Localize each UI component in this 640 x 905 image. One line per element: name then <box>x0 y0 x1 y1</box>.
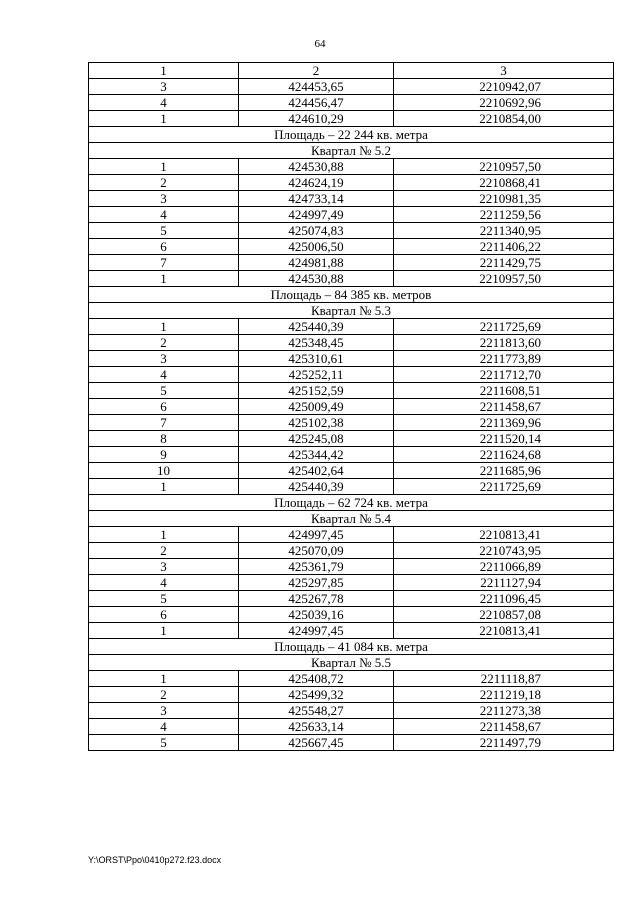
table-row <box>89 447 614 463</box>
point-number: 4 <box>89 207 239 223</box>
table-row <box>89 191 614 207</box>
table-row <box>89 223 614 239</box>
x-coordinate: 425633,14 <box>239 719 394 735</box>
y-coordinate: 2211127,94 <box>394 575 614 591</box>
point-number: 3 <box>89 559 239 575</box>
x-coordinate: 425006,50 <box>239 239 394 255</box>
y-coordinate: 2210813,41 <box>394 527 614 543</box>
x-coordinate: 425440,39 <box>239 319 394 335</box>
header-col-3: 3 <box>394 63 614 79</box>
y-coordinate: 2210942,07 <box>394 79 614 95</box>
area-row <box>89 639 614 655</box>
x-coordinate: 424981,88 <box>239 255 394 271</box>
table-row <box>89 543 614 559</box>
point-number: 10 <box>89 463 239 479</box>
table-row <box>89 95 614 111</box>
table-row <box>89 703 614 719</box>
x-coordinate: 424456,47 <box>239 95 394 111</box>
x-coordinate: 424530,88 <box>239 159 394 175</box>
y-coordinate: 2211118,87 <box>394 671 614 687</box>
x-coordinate: 425152,59 <box>239 383 394 399</box>
table-row <box>89 335 614 351</box>
point-number: 7 <box>89 255 239 271</box>
point-number: 1 <box>89 527 239 543</box>
y-coordinate: 2211458,67 <box>394 399 614 415</box>
point-number: 3 <box>89 703 239 719</box>
table-row <box>89 479 614 495</box>
x-coordinate: 425548,27 <box>239 703 394 719</box>
area-total: Площадь – 84 385 кв. метров <box>89 287 614 303</box>
table-row <box>89 79 614 95</box>
y-coordinate: 2210957,50 <box>394 271 614 287</box>
point-number: 8 <box>89 431 239 447</box>
y-coordinate: 2210981,35 <box>394 191 614 207</box>
y-coordinate: 2211725,69 <box>394 479 614 495</box>
table-header-row <box>89 63 614 79</box>
table-row <box>89 255 614 271</box>
x-coordinate: 425348,45 <box>239 335 394 351</box>
y-coordinate: 2211813,60 <box>394 335 614 351</box>
x-coordinate: 424610,29 <box>239 111 394 127</box>
point-number: 1 <box>89 671 239 687</box>
point-number: 1 <box>89 159 239 175</box>
table-row <box>89 687 614 703</box>
quarter-heading: Квартал № 5.4 <box>89 511 614 527</box>
table-row <box>89 383 614 399</box>
section-heading-row <box>89 143 614 159</box>
table-row <box>89 735 614 751</box>
x-coordinate: 425361,79 <box>239 559 394 575</box>
point-number: 3 <box>89 191 239 207</box>
x-coordinate: 425297,85 <box>239 575 394 591</box>
y-coordinate: 2211497,79 <box>394 735 614 751</box>
y-coordinate: 2211773,89 <box>394 351 614 367</box>
table-row <box>89 111 614 127</box>
y-coordinate: 2211096,45 <box>394 591 614 607</box>
point-number: 4 <box>89 95 239 111</box>
table-row <box>89 607 614 623</box>
table-row <box>89 367 614 383</box>
page-number: 64 <box>314 38 326 50</box>
table-row <box>89 431 614 447</box>
table-row <box>89 415 614 431</box>
quarter-heading: Квартал № 5.5 <box>89 655 614 671</box>
table-row <box>89 559 614 575</box>
table-row <box>89 575 614 591</box>
point-number: 2 <box>89 543 239 559</box>
y-coordinate: 2211340,95 <box>394 223 614 239</box>
table-row <box>89 671 614 687</box>
table-row <box>89 591 614 607</box>
quarter-heading: Квартал № 5.2 <box>89 143 614 159</box>
point-number: 6 <box>89 607 239 623</box>
point-number: 1 <box>89 479 239 495</box>
table-row <box>89 207 614 223</box>
y-coordinate: 2210743,95 <box>394 543 614 559</box>
x-coordinate: 424997,49 <box>239 207 394 223</box>
y-coordinate: 2211273,38 <box>394 703 614 719</box>
y-coordinate: 2211458,67 <box>394 719 614 735</box>
point-number: 2 <box>89 687 239 703</box>
y-coordinate: 2211369,96 <box>394 415 614 431</box>
table-row <box>89 463 614 479</box>
point-number: 4 <box>89 367 239 383</box>
x-coordinate: 425267,78 <box>239 591 394 607</box>
point-number: 5 <box>89 383 239 399</box>
section-heading-row <box>89 655 614 671</box>
point-number: 4 <box>89 719 239 735</box>
point-number: 6 <box>89 399 239 415</box>
x-coordinate: 424733,14 <box>239 191 394 207</box>
x-coordinate: 425074,83 <box>239 223 394 239</box>
coordinates-table <box>88 62 614 751</box>
y-coordinate: 2211685,96 <box>394 463 614 479</box>
table-row <box>89 351 614 367</box>
y-coordinate: 2210857,08 <box>394 607 614 623</box>
x-coordinate: 425070,09 <box>239 543 394 559</box>
x-coordinate: 424997,45 <box>239 527 394 543</box>
x-coordinate: 425499,32 <box>239 687 394 703</box>
area-total: Площадь – 41 084 кв. метра <box>89 639 614 655</box>
y-coordinate: 2211608,51 <box>394 383 614 399</box>
y-coordinate: 2211406,22 <box>394 239 614 255</box>
header-col-1: 1 <box>89 63 239 79</box>
table-row <box>89 239 614 255</box>
x-coordinate: 425402,64 <box>239 463 394 479</box>
point-number: 1 <box>89 319 239 335</box>
area-row <box>89 287 614 303</box>
section-heading-row <box>89 303 614 319</box>
y-coordinate: 2210957,50 <box>394 159 614 175</box>
point-number: 6 <box>89 239 239 255</box>
table-row <box>89 719 614 735</box>
table-row <box>89 159 614 175</box>
point-number: 1 <box>89 623 239 639</box>
table-row <box>89 319 614 335</box>
point-number: 3 <box>89 351 239 367</box>
quarter-heading: Квартал № 5.3 <box>89 303 614 319</box>
area-row <box>89 127 614 143</box>
x-coordinate: 425009,49 <box>239 399 394 415</box>
point-number: 5 <box>89 223 239 239</box>
table-row <box>89 399 614 415</box>
point-number: 2 <box>89 175 239 191</box>
x-coordinate: 425245,08 <box>239 431 394 447</box>
area-total: Площадь – 22 244 кв. метра <box>89 127 614 143</box>
x-coordinate: 425102,38 <box>239 415 394 431</box>
point-number: 9 <box>89 447 239 463</box>
y-coordinate: 2211725,69 <box>394 319 614 335</box>
area-row <box>89 495 614 511</box>
y-coordinate: 2211429,75 <box>394 255 614 271</box>
y-coordinate: 2211624,68 <box>394 447 614 463</box>
y-coordinate: 2211712,70 <box>394 367 614 383</box>
y-coordinate: 2211066,89 <box>394 559 614 575</box>
point-number: 5 <box>89 591 239 607</box>
file-path-footer: Y:\ORST\Ppo\0410p272.f23.docx <box>88 855 222 865</box>
table-row <box>89 623 614 639</box>
y-coordinate: 2211219,18 <box>394 687 614 703</box>
section-heading-row <box>89 511 614 527</box>
point-number: 5 <box>89 735 239 751</box>
table-row <box>89 175 614 191</box>
y-coordinate: 2210854,00 <box>394 111 614 127</box>
point-number: 1 <box>89 271 239 287</box>
x-coordinate: 425252,11 <box>239 367 394 383</box>
header-col-2: 2 <box>239 63 394 79</box>
x-coordinate: 424997,45 <box>239 623 394 639</box>
y-coordinate: 2211520,14 <box>394 431 614 447</box>
x-coordinate: 425408,72 <box>239 671 394 687</box>
y-coordinate: 2210813,41 <box>394 623 614 639</box>
x-coordinate: 425310,61 <box>239 351 394 367</box>
x-coordinate: 425039,16 <box>239 607 394 623</box>
x-coordinate: 424453,65 <box>239 79 394 95</box>
x-coordinate: 425667,45 <box>239 735 394 751</box>
y-coordinate: 2211259,56 <box>394 207 614 223</box>
y-coordinate: 2210692,96 <box>394 95 614 111</box>
table-row <box>89 527 614 543</box>
y-coordinate: 2210868,41 <box>394 175 614 191</box>
point-number: 3 <box>89 79 239 95</box>
point-number: 7 <box>89 415 239 431</box>
x-coordinate: 424530,88 <box>239 271 394 287</box>
point-number: 4 <box>89 575 239 591</box>
x-coordinate: 425440,39 <box>239 479 394 495</box>
area-total: Площадь – 62 724 кв. метра <box>89 495 614 511</box>
x-coordinate: 424624,19 <box>239 175 394 191</box>
table-row <box>89 271 614 287</box>
point-number: 2 <box>89 335 239 351</box>
x-coordinate: 425344,42 <box>239 447 394 463</box>
point-number: 1 <box>89 111 239 127</box>
